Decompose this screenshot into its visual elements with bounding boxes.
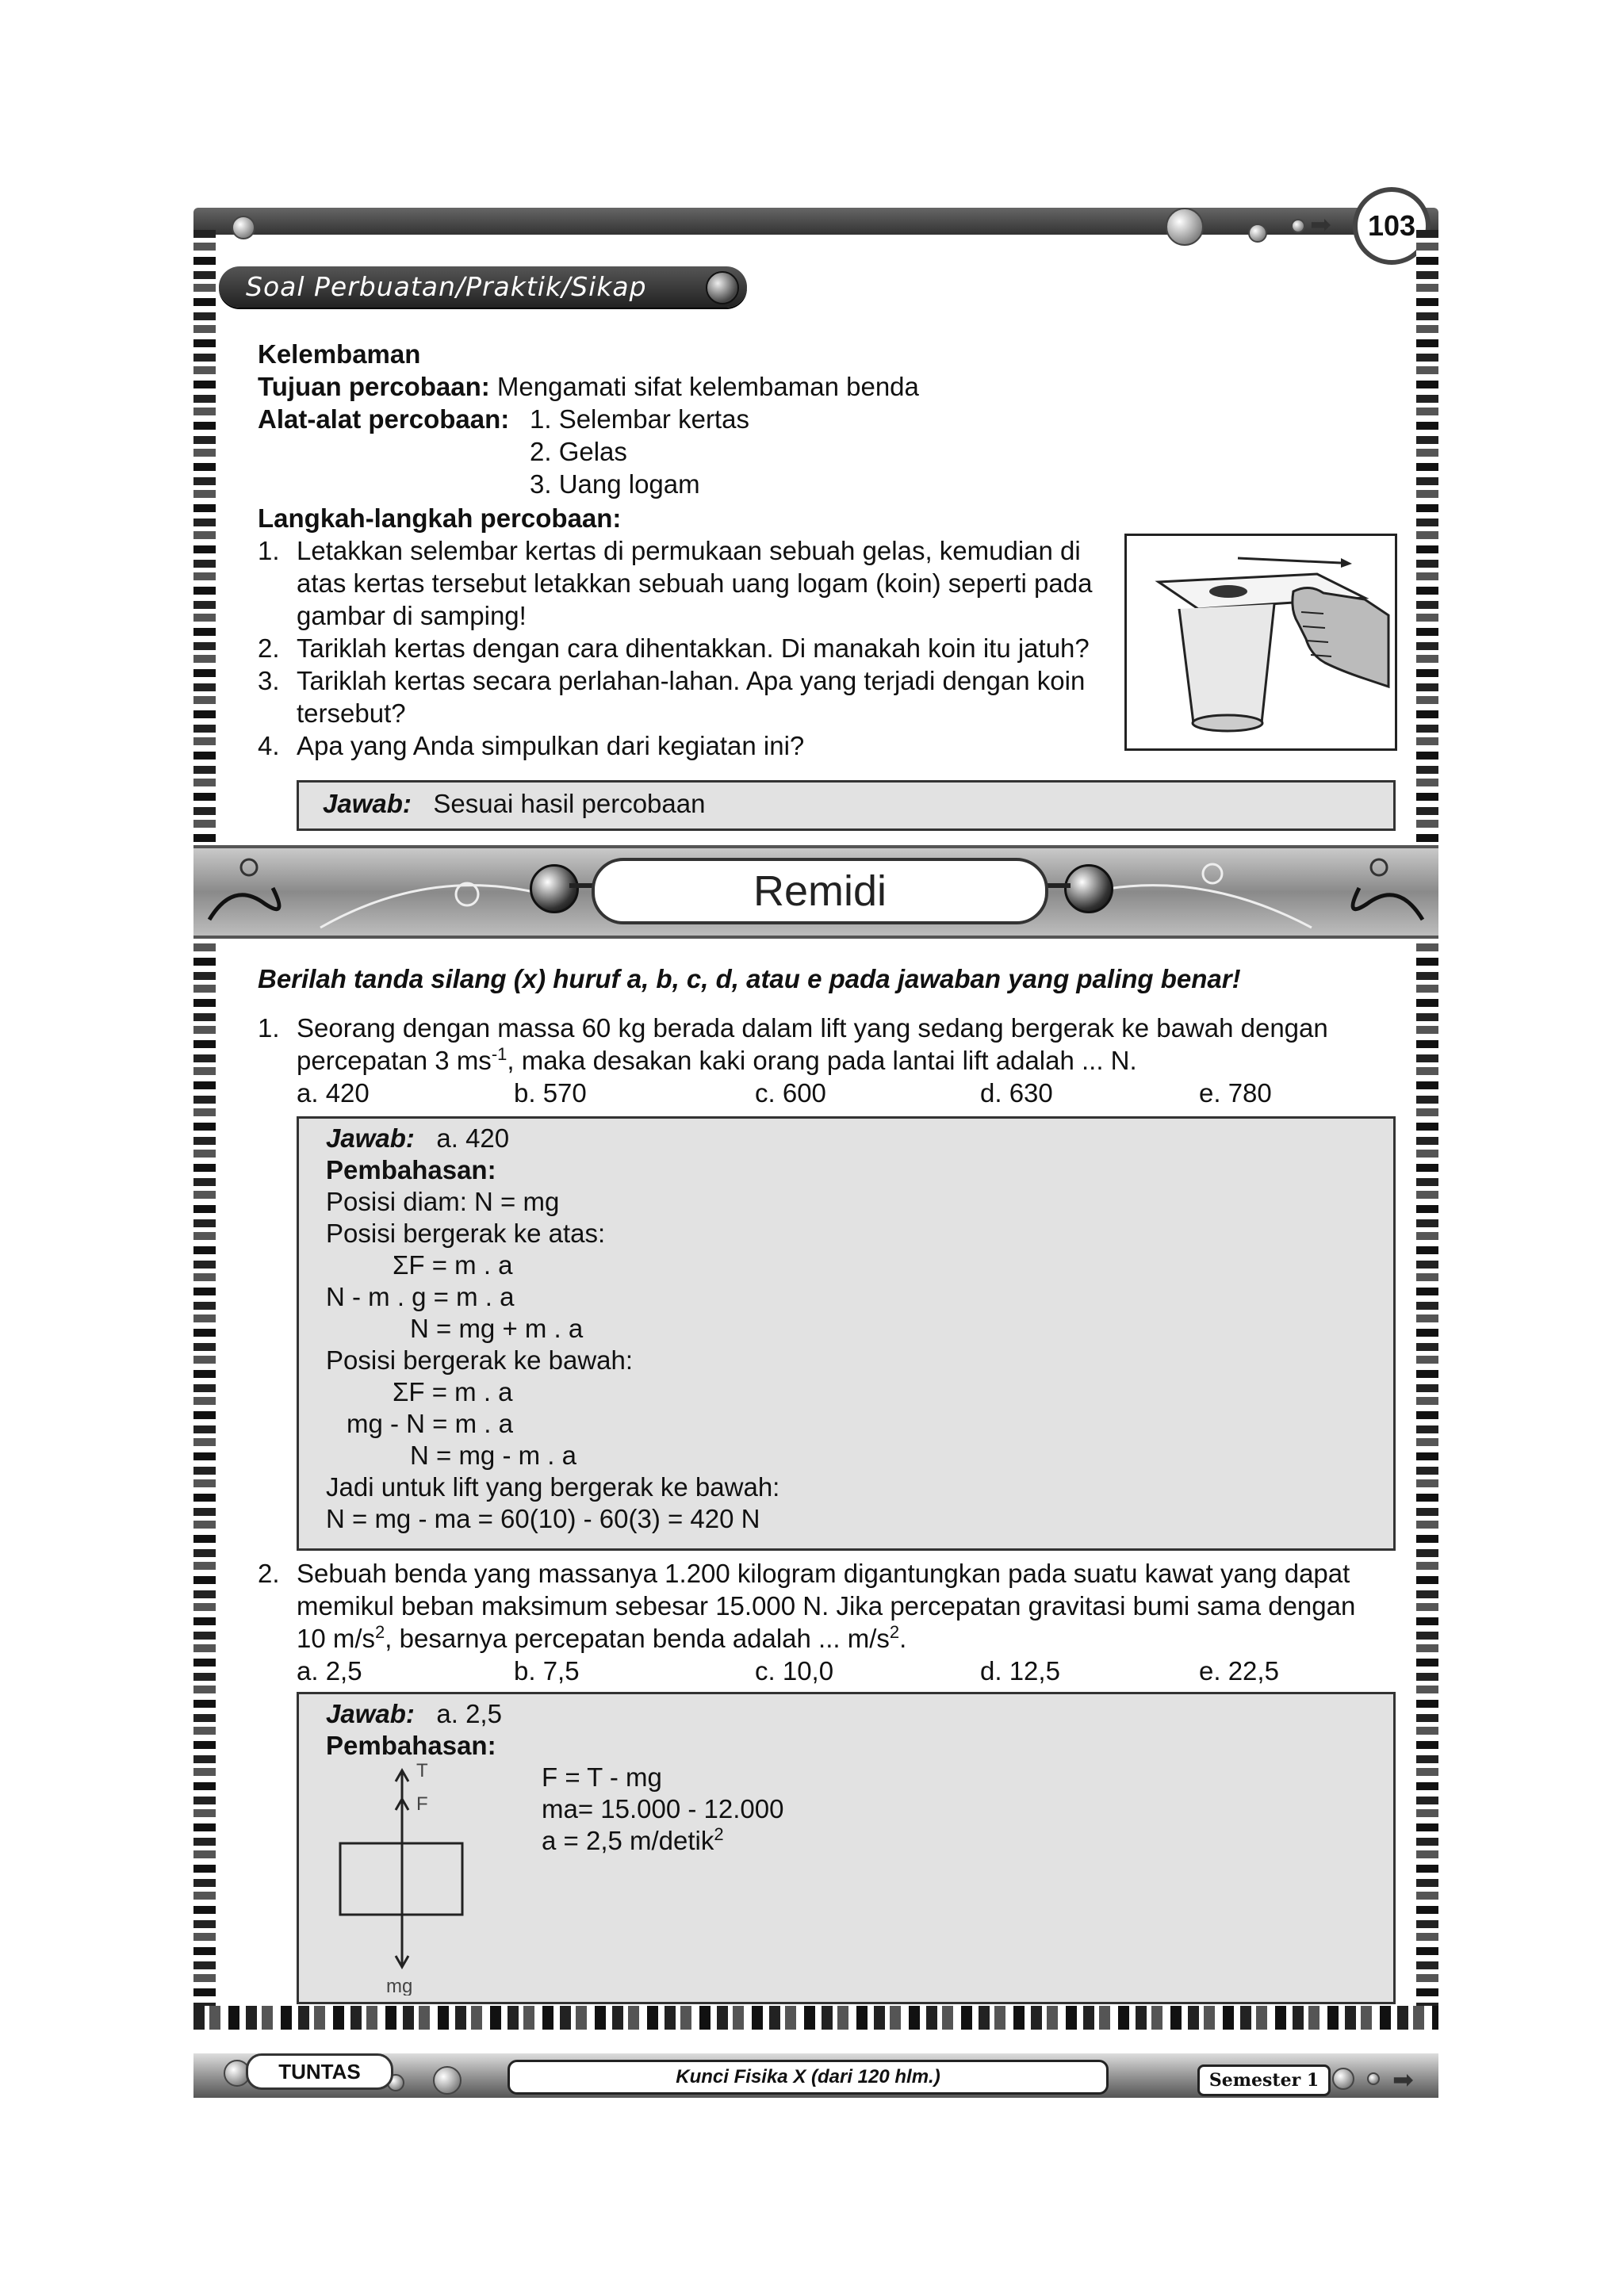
step-text: Letakkan selembar kertas di permukaan sebuah gelas, kemudian di (297, 536, 1081, 565)
question-number: 2. (258, 1559, 280, 1588)
header-ornament-dot (1166, 208, 1204, 246)
option-b[interactable]: b. 7,5 (514, 1656, 580, 1686)
tujuan-text: Mengamati sifat kelembaman benda (496, 372, 919, 401)
solution-line: N = mg + m . a (410, 1314, 584, 1343)
solution-line: mg - N = m . a (347, 1409, 513, 1438)
footer-book-title: Kunci Fisika X (dari 120 hlm.) (508, 2060, 1109, 2095)
solution-line: Jadi untuk lift yang bergerak ke bawah: (326, 1472, 780, 1502)
tujuan-label: Tujuan percobaan: (258, 372, 490, 401)
step-text: Tariklah kertas secara perlahan-lahan. Apa yang terjadi dengan koin (297, 666, 1086, 695)
option-e[interactable]: e. 780 (1199, 1078, 1272, 1108)
alat-label: Alat-alat percobaan: (258, 404, 510, 434)
solution-line: Posisi bergerak ke bawah: (326, 1345, 634, 1375)
question-text-line: percepatan 3 $ms^{-1}$, maka desakan kaki orang pada lantai lift adalah ... N. (297, 1044, 1137, 1075)
solution-line: N = mg - m . a (410, 1441, 576, 1470)
decorative-border-left (193, 230, 216, 2030)
solution-line: N = mg - ma = 60(10) - 60(3) = 420 N (326, 1504, 760, 1533)
praktik-heading: Kelembaman (258, 339, 421, 369)
decorative-border-bottom (193, 2006, 1438, 2030)
remidi-title: Remidi (592, 858, 1048, 924)
step-number: 3. (258, 666, 280, 695)
solution-line: ΣF = m . a (393, 1250, 513, 1280)
option-d[interactable]: d. 630 (980, 1078, 1053, 1108)
equation-line: ma= 15.000 - 12.000 (542, 1794, 784, 1823)
option-c[interactable]: c. 10,0 (755, 1656, 834, 1686)
option-a[interactable]: a. 420 (297, 1078, 370, 1108)
step-number: 2. (258, 633, 280, 663)
force-label: F (416, 1793, 428, 1815)
footer-ornament-dot (1367, 2072, 1380, 2085)
step-text: Tariklah kertas dengan cara dihentakkan. Di manakah koin itu jatuh? (297, 633, 1090, 663)
alat-item: 2. Gelas (530, 437, 627, 466)
footer-semester: Semester 1 (1197, 2064, 1331, 2096)
solution-line: ΣF = m . a (393, 1377, 513, 1406)
arrow-right-icon: ➡ (1310, 210, 1331, 239)
option-d[interactable]: d. 12,5 (980, 1656, 1060, 1686)
q1-jawab-row (326, 1122, 509, 1154)
step-text: Apa yang Anda simpulkan dari kegiatan ini? (297, 731, 805, 760)
tension-label: T (416, 1760, 428, 1781)
footer-ornament-dot (433, 2066, 462, 2095)
praktik-answer-box (297, 780, 1396, 831)
knob-icon (706, 271, 739, 304)
jawab-label: Jawab: (323, 789, 412, 818)
knob-icon (1064, 864, 1113, 913)
header-ornament-dot (1248, 224, 1267, 243)
weight-label: mg (386, 1976, 413, 1996)
tujuan-row (258, 370, 919, 403)
solution-line: N - m . g = m . a (326, 1282, 515, 1311)
alat-item: 3. Uang logam (530, 469, 700, 499)
arrow-right-icon: ➡ (1392, 2065, 1414, 2094)
equation-line: F = T - mg (542, 1762, 662, 1792)
pembahasan-label: Pembahasan: (326, 1155, 496, 1184)
section-title: Soal Perbuatan/Praktik/Sikap (246, 271, 647, 302)
jawab-label: Jawab: (326, 1123, 415, 1153)
step-text: tersebut? (297, 698, 406, 728)
decorative-border-right (1416, 230, 1438, 2030)
header-ornament-dot (232, 216, 255, 239)
q2-answer-box (297, 1692, 1396, 2004)
alat-item: 1. Selembar kertas (530, 404, 749, 434)
question-text: Seorang dengan massa 60 kg berada dalam lift yang sedang bergerak ke bawah dengan (297, 1013, 1328, 1043)
glass-paper-coin-illustration (1127, 536, 1395, 748)
page-number: 103 (1353, 187, 1431, 265)
equation-line: a = 2,5 m/detik$^2$ (542, 1824, 724, 1855)
option-b[interactable]: b. 570 (514, 1078, 587, 1108)
header-ornament-dot (1291, 219, 1305, 233)
langkah-label: Langkah-langkah percobaan: (258, 503, 622, 533)
pembahasan-label: Pembahasan: (326, 1731, 496, 1760)
section-tab (219, 266, 747, 308)
step-number: 1. (258, 536, 280, 565)
footer-ornament-dot (1332, 2068, 1354, 2090)
step-number: 4. (258, 731, 280, 760)
step-text: gambar di samping! (297, 601, 527, 630)
question-text: memikul beban maksimum sebesar 15.000 N. Jika percepatan gravitasi bumi sama dengan (297, 1591, 1356, 1621)
praktik-answer-row (323, 787, 705, 820)
question-number: 1. (258, 1013, 280, 1043)
experiment-illustration (1124, 534, 1397, 751)
solution-line: Posisi diam: N = mg (326, 1187, 560, 1216)
question-text-line: 10 $m/s^2$, besarnya percepatan benda adalah ... $m/s^2$. (297, 1622, 907, 1653)
q2-jawab-row (326, 1697, 502, 1730)
option-e[interactable]: e. 22,5 (1199, 1656, 1279, 1686)
knob-icon (530, 864, 579, 913)
force-diagram (315, 1758, 473, 1996)
jawab-text: Sesuai hasil percobaan (433, 789, 706, 818)
remidi-instruction: Berilah tanda silang (x) huruf a, b, c, d, atau e pada jawaban yang paling benar! (258, 964, 1241, 993)
q1-answer-box (297, 1116, 1396, 1551)
solution-line: Posisi bergerak ke atas: (326, 1219, 606, 1248)
footer-series-label: TUNTAS (246, 2053, 393, 2090)
option-c[interactable]: c. 600 (755, 1078, 826, 1108)
question-text: Sebuah benda yang massanya 1.200 kilogram digantungkan pada suatu kawat yang dapat (297, 1559, 1350, 1588)
step-text: atas kertas tersebut letakkan sebuah uang logam (koin) seperti pada (297, 568, 1093, 598)
jawab-value: a. 2,5 (436, 1699, 502, 1728)
jawab-value: a. 420 (436, 1123, 510, 1153)
jawab-label: Jawab: (326, 1699, 415, 1728)
option-a[interactable]: a. 2,5 (297, 1656, 362, 1686)
